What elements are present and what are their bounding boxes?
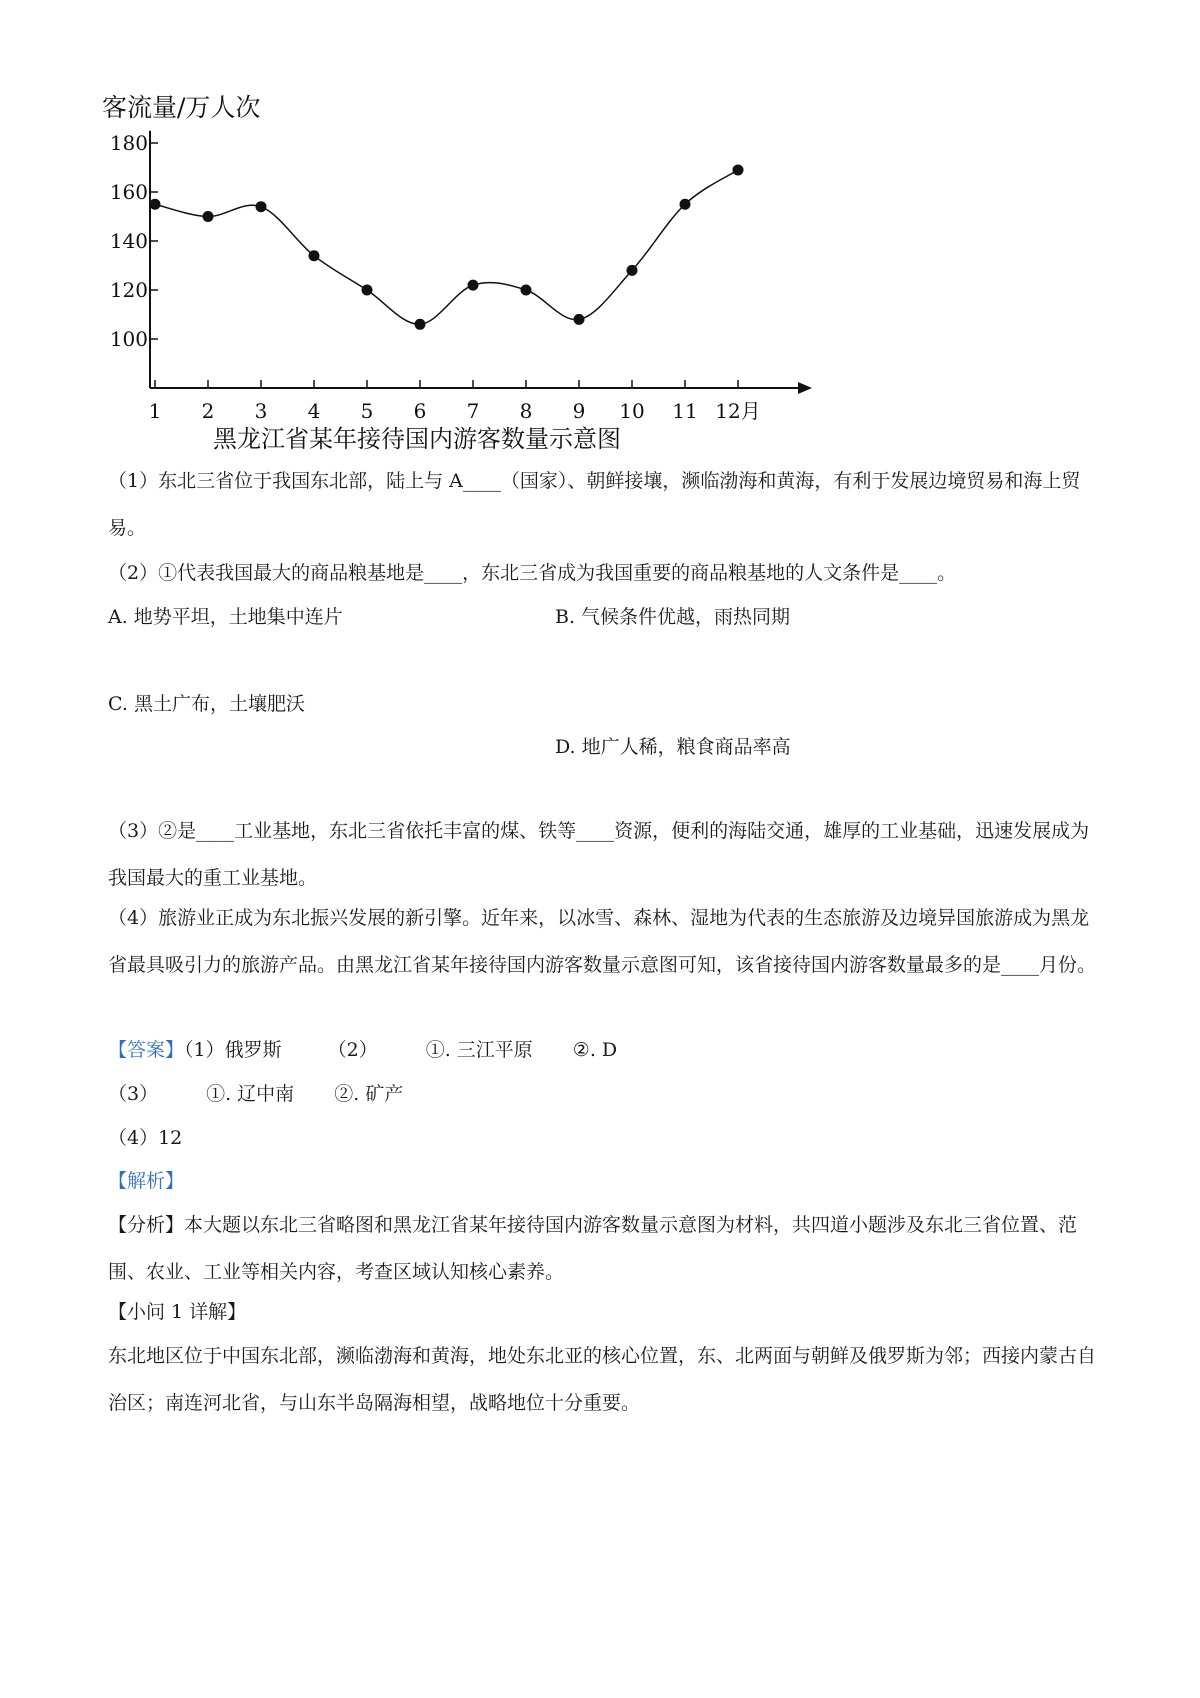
chart-series xyxy=(150,164,744,329)
answer-label: 【答案】 xyxy=(108,1039,185,1061)
question-2: （2）①代表我国最大的商品粮基地是____，东北三省成为我国重要的商品粮基地的人文条件是____。 xyxy=(108,562,957,584)
data-point xyxy=(574,314,585,325)
x-tick-label: 3 xyxy=(254,399,268,423)
x-tick-label: 5 xyxy=(360,399,374,423)
data-point xyxy=(309,250,320,261)
answer-line-1 xyxy=(108,1027,1108,1074)
y-tick-label: 160 xyxy=(109,180,148,204)
data-point xyxy=(733,164,744,175)
y-tick-label: 140 xyxy=(109,229,148,253)
data-point xyxy=(362,285,373,296)
answer-2: （2） xyxy=(327,1039,378,1061)
data-point xyxy=(680,199,691,210)
x-tick-label: 1 xyxy=(148,399,162,423)
tourist-flow-line-chart xyxy=(100,85,820,505)
y-axis-label: 客流量/万人次 xyxy=(102,93,261,122)
option-d: D. 地广人稀，粮食商品率高 xyxy=(555,736,791,758)
answer-2-part-2: ②. D xyxy=(572,1039,618,1061)
data-point xyxy=(256,201,267,212)
x-tick-label: 12月 xyxy=(715,399,761,423)
answer-3: （3） xyxy=(108,1083,159,1105)
x-tick-label: 8 xyxy=(519,399,533,423)
x-tick-label: 11 xyxy=(672,399,698,423)
data-point xyxy=(415,319,426,330)
answer-3-part-1: ①. 辽中南 xyxy=(206,1083,295,1105)
answer-line-2 xyxy=(108,1071,1108,1118)
chart-axes xyxy=(150,131,812,394)
chart-title: 黑龙江省某年接待国内游客数量示意图 xyxy=(213,425,621,453)
option-a: A. 地势平坦，土地集中连片 xyxy=(108,606,343,628)
series-line xyxy=(155,170,738,324)
x-tick-label: 10 xyxy=(619,399,645,423)
x-tick-label: 7 xyxy=(466,399,480,423)
data-point xyxy=(203,211,214,222)
option-c: C. 黑土广布，土壤肥沃 xyxy=(108,693,305,715)
analysis-summary: 【分析】本大题以东北三省略图和黑龙江省某年接待国内游客数量示意图为材料，共四道小题涉及东北三省位置、范围、农业、工业等相关内容，考查区域认知核心素养。 xyxy=(108,1214,1078,1283)
sub-question-1-title: 【小问 1 详解】 xyxy=(108,1301,247,1323)
question-1: （1）东北三省位于我国东北部，陆上与 A____（国家）、朝鲜接壤，濒临渤海和黄海，有利于发展边境贸易和海上贸易。 xyxy=(108,470,1081,539)
question-4: （4）旅游业正成为东北振兴发展的新引擎。近年来，以冰雪、森林、湿地为代表的生态旅游及边境异国旅游成为黑龙省最具吸引力的旅游产品。由黑龙江省某年接待国内游客数量示意图可知，该省接待国内游客数量最多的是____月份。 xyxy=(108,907,1097,976)
x-tick-label: 2 xyxy=(201,399,215,423)
question-3: （3）②是____工业基地，东北三省依托丰富的煤、铁等____资源，便利的海陆交通，雄厚的工业基础，迅速发展成为我国最大的重工业基地。 xyxy=(108,820,1090,889)
data-point xyxy=(468,280,479,291)
y-tick-label: 100 xyxy=(109,327,148,351)
y-tick-label: 120 xyxy=(109,278,148,302)
answer-3-part-2: ②. 矿产 xyxy=(334,1083,404,1105)
x-tick-label: 9 xyxy=(572,399,586,423)
analysis-label: 【解析】 xyxy=(108,1170,185,1192)
answer-4: （4）12 xyxy=(108,1127,183,1149)
sub-question-1-detail: 东北地区位于中国东北部，濒临渤海和黄海，地处东北亚的核心位置，东、北两面与朝鲜及俄罗斯为邻；西接内蒙古自治区；南连河北省，与山东半岛隔海相望，战略地位十分重要。 xyxy=(108,1345,1097,1414)
chart-ticks xyxy=(110,131,761,423)
x-axis-arrow xyxy=(798,382,812,394)
option-b: B. 气候条件优越，雨热同期 xyxy=(555,606,791,628)
answer-1: （1）俄罗斯 xyxy=(184,1039,282,1061)
x-tick-label: 6 xyxy=(413,399,427,423)
answer-2-part-1: ①. 三江平原 xyxy=(425,1039,533,1061)
y-tick-label: 180 xyxy=(109,131,148,155)
x-tick-label: 4 xyxy=(307,399,321,423)
data-point xyxy=(150,199,161,210)
data-point xyxy=(521,285,532,296)
data-point xyxy=(627,265,638,276)
